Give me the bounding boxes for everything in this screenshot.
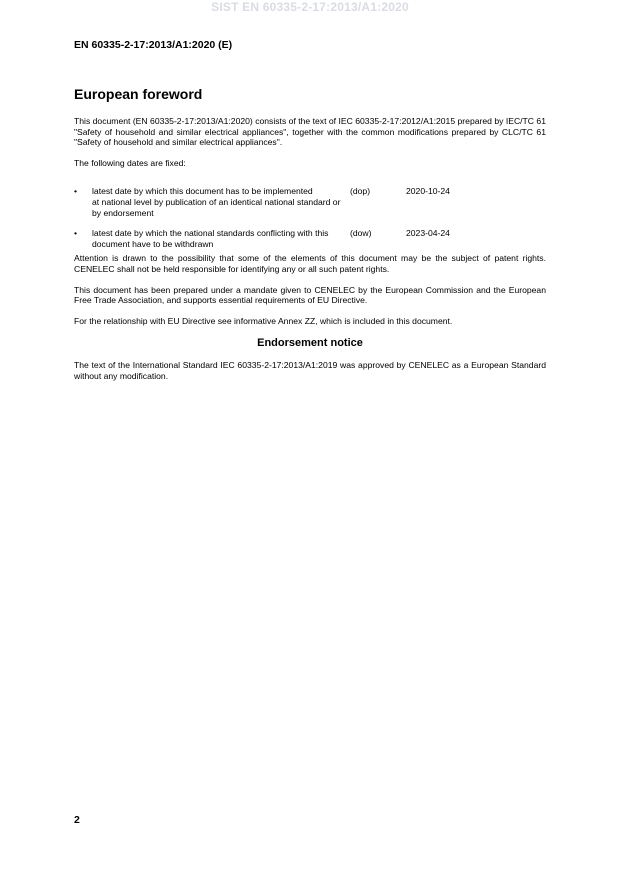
page-number: 2	[74, 814, 80, 826]
date-item-dow	[74, 228, 546, 249]
page-title: European foreword	[74, 86, 203, 102]
date-item-text-line: at national level by publication of an identical national standard or by endorsement	[92, 196, 341, 218]
endorsement-paragraph: The text of the International Standard IEC 60335-2-17:2013/A1:2019 was approved by CENELEC as a European Standard without any modification.	[74, 360, 546, 381]
endorsement-heading: Endorsement notice	[257, 337, 363, 350]
intro-paragraph: This document (EN 60335-2-17:2013/A1:2020) consists of the text of IEC 60335-2-17:2012/A1:2015 prepared by IEC/TC 61 "Safety of household and similar electrical appliances", together with the common modifications prepared by CLC/TC 61 "Safety of household and similar electrical appliances".	[74, 116, 546, 148]
date-item-text-line: latest date by which the national standards conflicting with this document have to be withdrawn	[92, 228, 329, 249]
date-value: 2023-04-24	[406, 228, 450, 239]
bullet: •	[74, 228, 78, 239]
bullet: •	[74, 186, 78, 197]
date-item-text	[92, 228, 342, 249]
date-value: 2020-10-24	[406, 186, 450, 197]
date-item-text	[92, 186, 342, 218]
attention-paragraph: Attention is drawn to the possibility that some of the elements of this document may be the subject of patent rights. CENELEC shall not be held responsible for identifying any or all such patent rights.	[74, 253, 546, 274]
document-header: EN 60335-2-17:2013/A1:2020 (E)	[74, 39, 233, 51]
date-item-dop	[74, 186, 546, 218]
dates-fixed-paragraph: The following dates are fixed:	[74, 157, 186, 168]
date-code: (dow)	[350, 228, 372, 239]
mandate-paragraph: This document has been prepared under a mandate given to CENELEC by the European Commission and the European Free Trade Association, and supports essential requirements of EU Directive.	[74, 284, 546, 306]
relationship-paragraph: For the relationship with EU Directive see informative Annex ZZ, which is included in this document.	[74, 315, 453, 326]
watermark: SIST EN 60335-2-17:2013/A1:2020	[211, 0, 409, 14]
date-code: (dop)	[350, 186, 371, 197]
date-item-text-line: latest date by which this document has to be implemented	[92, 186, 313, 197]
document-body	[74, 86, 546, 392]
